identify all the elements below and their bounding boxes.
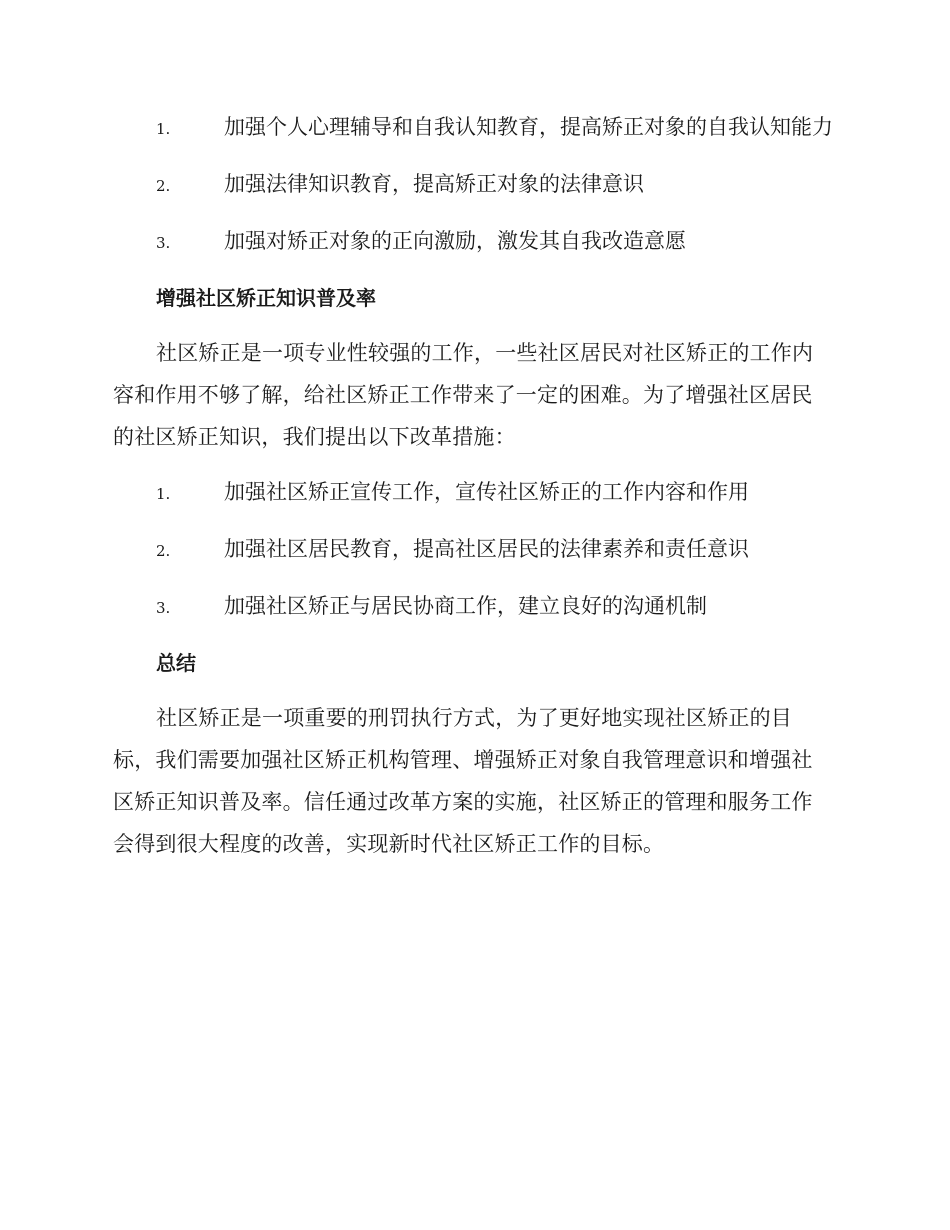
list-text: 加强法律知识教育，提高矫正对象的法律意识 — [224, 172, 644, 196]
list-number: 3. — [156, 234, 171, 252]
list-text: 加强社区矫正与居民协商工作，建立良好的沟通机制 — [224, 594, 707, 618]
list-text: 加强对矫正对象的正向激励，激发其自我改造意愿 — [224, 229, 686, 253]
list-text: 加强个人心理辅导和自我认知教育，提高矫正对象的自我认知能力 — [224, 115, 833, 139]
list-number: 1. — [156, 120, 171, 138]
list-number: 2. — [156, 542, 171, 560]
list-item — [113, 163, 833, 207]
list-item — [113, 585, 833, 629]
list-item — [113, 220, 833, 264]
summary-paragraph: 社区矫正是一项重要的刑罚执行方式，为了更好地实现社区矫正的目标，我们需要加强社区矫正机构管理、增强矫正对象自我管理意识和增强社区矫正知识普及率。信任通过改革方案的实施，社区矫正的管理和服务工作会得到很大程度的改善，实现新时代社区矫正工作的目标。 — [113, 706, 813, 856]
list-number: 2. — [156, 177, 171, 195]
list-item — [113, 528, 833, 572]
list-number: 1. — [156, 485, 171, 503]
list-number: 3. — [156, 599, 171, 617]
list-item — [113, 471, 833, 515]
list-text: 加强社区居民教育，提高社区居民的法律素养和责任意识 — [224, 537, 749, 561]
list-text: 加强社区矫正宣传工作，宣传社区矫正的工作内容和作用 — [224, 480, 749, 504]
document-content — [113, 106, 833, 878]
section-heading: 增强社区矫正知识普及率 — [156, 286, 376, 310]
section-paragraph: 社区矫正是一项专业性较强的工作，一些社区居民对社区矫正的工作内容和作用不够了解，给社区矫正工作带来了一定的困难。为了增强社区居民的社区矫正知识，我们提出以下改革措施： — [113, 341, 814, 449]
list-item — [113, 106, 833, 150]
summary-heading: 总结 — [156, 651, 196, 675]
